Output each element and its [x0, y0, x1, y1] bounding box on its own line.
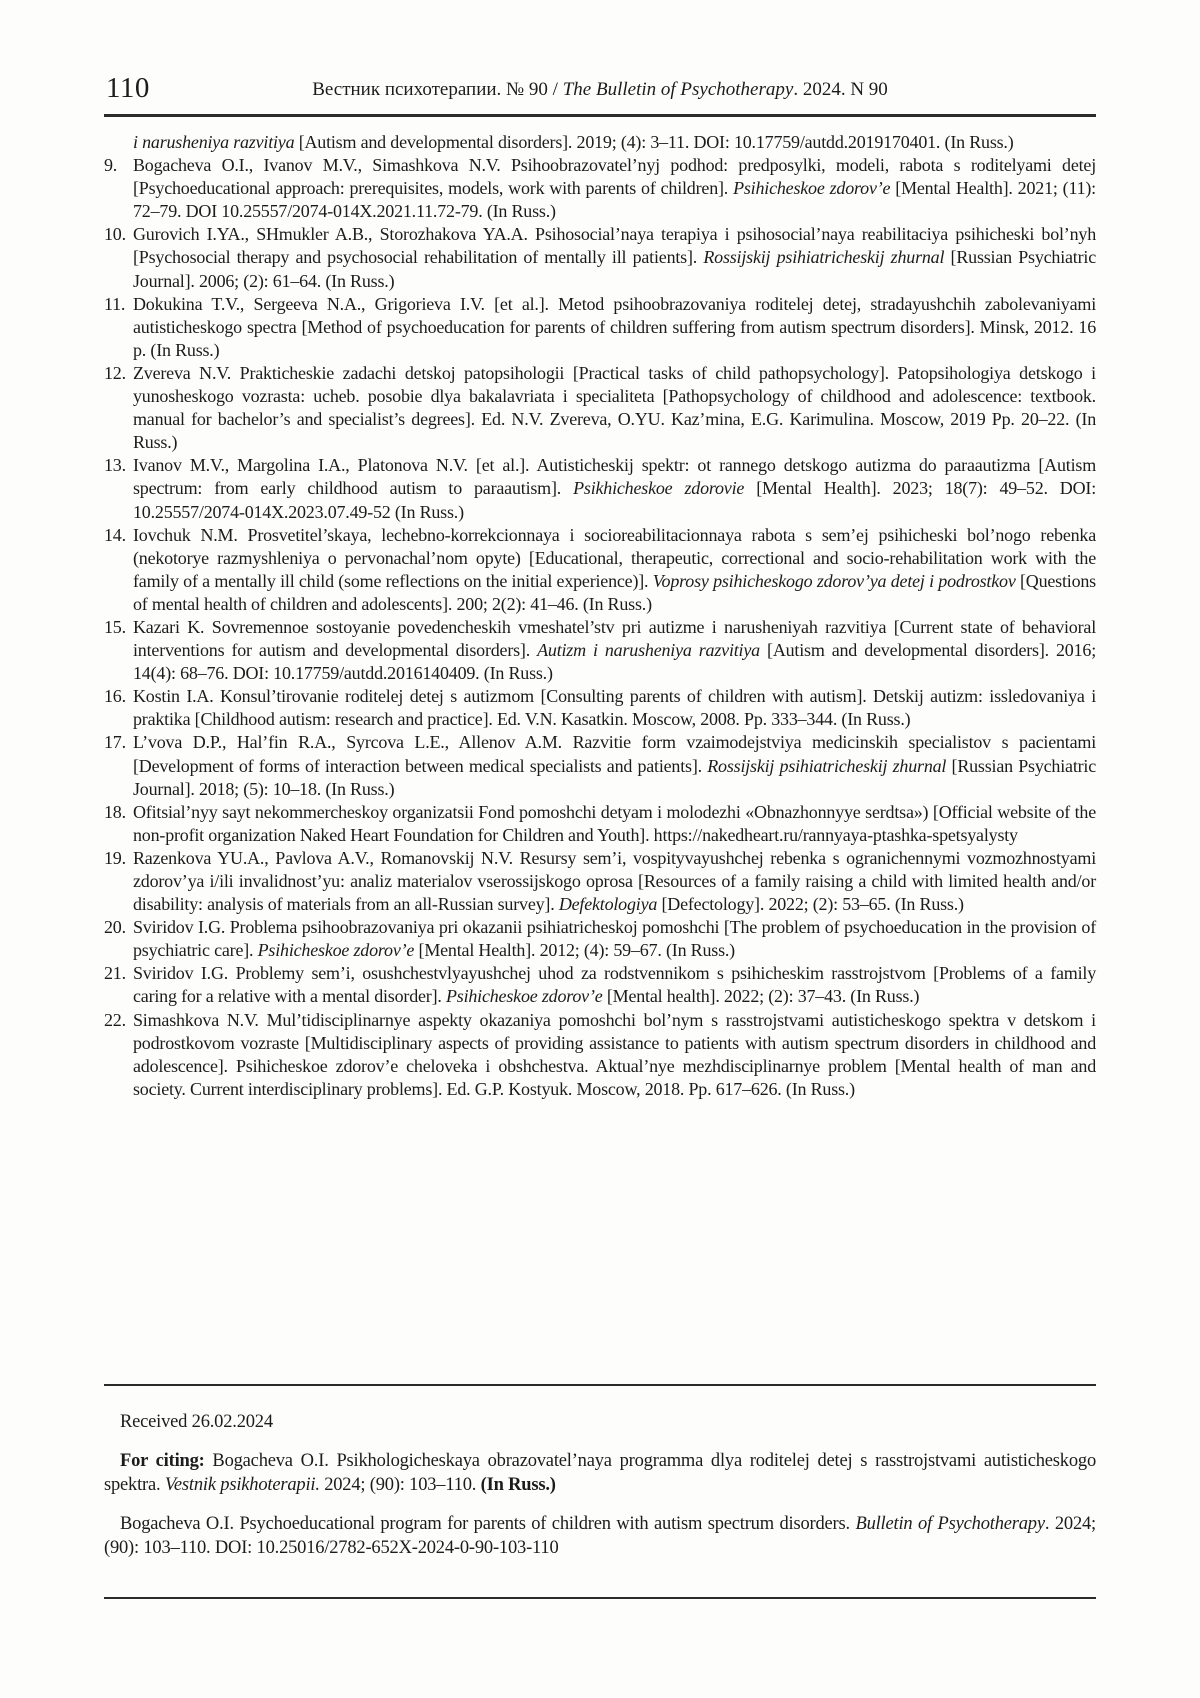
- text-segment: Defektologiya: [558, 894, 658, 915]
- text-segment: [Autism and developmental disorders]. 2019; (4): 3–11. DOI: 10.17759/autdd.2019170401. (In Russ.): [294, 132, 1014, 152]
- reference-item: [104, 223, 1096, 292]
- text-segment: Psihicheskoe zdorov’e: [733, 178, 891, 199]
- reference-text: [133, 294, 1096, 360]
- text-segment: [Mental health]. 2022; (2): 37–43. (In Russ.): [602, 986, 920, 1007]
- text-segment: Simashkova N.V. Mul’tidisciplinarnye aspekty okazaniya pomoshchi bol’nym s rasstrojstvami autisticheskogo spektra v detskom i podrostkovom vozraste [Multidisciplinary aspects of providing assistance to patients with autism spectrum disorders in childhood and adolescence]. Psihicheskoe zdorov’e cheloveka i obshchestva. Aktual’nye mezhdisciplinarnye problem [Mental health of man and society. Current interdisciplinary problems]. Ed. G.P. Kostyuk. Moscow, 2018. Pp. 617–626. (In Russ.): [133, 1009, 1096, 1099]
- reference-text: [133, 363, 1096, 452]
- reference-number: 11.: [104, 293, 126, 314]
- footer-top-rule: [104, 1384, 1096, 1386]
- header-rule: [104, 114, 1096, 117]
- reference-item: [104, 362, 1096, 454]
- reference-item: [104, 847, 1096, 916]
- text-segment: Gurovich I.YA., SHmukler A.B., Storozhakova YA.A. Psihosocial’naya terapiya i psihosocial’naya reabilitaciya psihicheski bol’nyh [Psychosocial therapy and psychosocial rehabilitation of mentally ill patients].: [133, 224, 1096, 268]
- reference-item: [104, 154, 1096, 223]
- text-segment: Вестник психотерапии. № 90 /: [312, 79, 563, 100]
- reference-item: [104, 801, 1096, 847]
- reference-item: [104, 454, 1096, 523]
- text-segment: Ofitsial’nyy sayt nekommercheskoy organizatsii Fond pomoshchi detyam i molodezhi «Obnazhonnyye serdtsa») [Official website of the non-profit organization Naked Heart Foundation for Children and Youth]. https://nakedheart.ru/rannyaya-ptashka-spetsyalysty: [133, 801, 1096, 845]
- text-segment: [Mental Health]. 2023; 18(7): 49–52. DOI: 10.25557/2074-014X.2023.07.49-52 (In Russ.): [133, 478, 1096, 522]
- reference-text: [133, 1010, 1096, 1099]
- text-segment: For citing:: [120, 1450, 205, 1471]
- text-segment: Voprosy psihicheskogo zdorov’ya detej i podrostkov: [652, 570, 1016, 591]
- text-segment: Ivanov M.V., Margolina I.A., Platonova N.V. [et al.]. Autisticheskij spektr: ot rannego detskogo autizma do paraautizma [Autism spectrum: from early childhood autism to paraautism].: [133, 455, 1096, 499]
- reference-text: [133, 455, 1096, 521]
- text-segment: Zvereva N.V. Prakticheskie zadachi detskoj patopsihologii [Practical tasks of child pathopsychology]. Patopsihologiya detskogo i yunosheskogo vozrasta: ucheb. posobie dlya bakalavriata i specialiteta [Pathopsychology of childhood and adolescence: textbook. manual for bachelor’s and specialist’s degrees]. Ed. N.V. Zvereva, O.YU. Kaz’mina, E.G. Karimulina. Moscow, 2019 Pp. 20–22. (In Russ.): [133, 362, 1096, 453]
- text-segment: Bogacheva O.I. Psychoeducational program for parents of children with autism spectrum disorders.: [120, 1513, 856, 1534]
- text-segment: [Mental Health]. 2012; (4): 59–67. (In Russ.): [414, 940, 735, 961]
- reference-text: [133, 802, 1096, 845]
- reference-text: [133, 686, 1096, 729]
- reference-number: 19.: [104, 847, 126, 868]
- reference-number: 10.: [104, 224, 126, 245]
- english-citation-paragraph: [104, 1512, 1096, 1561]
- text-segment: Iovchuk N.M. Prosvetitel’skaya, lechebno-korrekcionnaya i socioreabilitacionnaya rabota s sem’ej psihicheski bol’nogo rebenka (nekotorye razmyshleniya o pervonachal’nom opyte) [Educational, therapeutic, correctional and socio-rehabilitation work with the family of a mentally ill child (some reflections on the initial experience)].: [133, 524, 1096, 591]
- text-segment: Bogacheva O.I. Psikhologicheskaya obrazovatel’naya programma dlya roditelej detej s rasstrojstvami autisticheskogo spektra.: [104, 1450, 1096, 1495]
- reference-item: [104, 524, 1096, 616]
- reference-number: 18.: [104, 801, 126, 822]
- text-segment: Psihicheskoe zdorov’e: [257, 940, 415, 961]
- for-citing-paragraph: [104, 1449, 1096, 1498]
- reference-item: [104, 916, 1096, 962]
- text-segment: Sviridov I.G. Problemy sem’i, osushchestvlyayushchej uhod za rodstvennikom s psihicheskim rasstrojstvom [Problems of a family caring for a relative with a mental disorder].: [133, 963, 1096, 1007]
- text-segment: Rossijskij psihiatricheskij zhurnal: [703, 247, 945, 268]
- reference-text: [133, 848, 1096, 914]
- text-segment: The Bulletin of Psychotherapy: [562, 79, 794, 100]
- text-segment: 2024; (90): 103–110.: [319, 1475, 481, 1495]
- reference-list: [104, 131, 1096, 1101]
- reference-number: 14.: [104, 524, 126, 545]
- reference-item: [104, 962, 1096, 1008]
- text-segment: [Mental Health]. 2021; (11): 72–79. DOI 10.25557/2074-014X.2021.11.72-79. (In Russ.): [133, 178, 1096, 222]
- text-segment: Vestnik psikhoterapii.: [164, 1475, 320, 1495]
- text-segment: Psihicheskoe zdorov’e: [445, 986, 603, 1007]
- reference-item: [104, 685, 1096, 731]
- text-segment: Kazari K. Sovremennoe sostoyanie povedencheskih vmeshatel’stv pri autizme i narusheniyah razvitiya [Current state of behavioral interventions for autism and developmental disorders].: [133, 616, 1096, 661]
- text-segment: [Russian Psychiatric Journal]. 2018; (5): 10–18. (In Russ.): [133, 755, 1096, 799]
- text-segment: [Autism and developmental disorders]. 2016; 14(4): 68–76. DOI: 10.17759/autdd.2016140409. (In Russ.): [133, 640, 1097, 684]
- text-segment: . 2024; (90): 103–110. DOI: 10.25016/2782-652X-2024-0-90-103-110: [104, 1513, 1096, 1558]
- reference-number: 15.: [104, 616, 126, 637]
- text-segment: [Questions of mental health of children and adolescents]. 200; 2(2): 41–46. (In Russ.): [133, 570, 1096, 614]
- reference-text: [133, 525, 1096, 614]
- page-footer: [104, 1410, 1096, 1561]
- reference-text: [133, 132, 1014, 152]
- reference-number: 21.: [104, 963, 126, 984]
- journal-title-line: [104, 74, 1096, 106]
- reference-number: 17.: [104, 732, 126, 753]
- text-segment: Psikhicheskoe zdorovie: [573, 478, 745, 499]
- text-segment: Kostin I.A. Konsul’tirovanie roditelej detej s autizmom [Consulting parents of children with autism]. Detskij autizm: issledovaniya i praktika [Childhood autism: research and practice]. Ed. V.N. Kasatkin. Moscow, 2008. Pp. 333–344. (In Russ.): [133, 686, 1096, 730]
- reference-item: [104, 1009, 1096, 1101]
- reference-text: [133, 732, 1096, 798]
- reference-number: 12.: [104, 362, 126, 383]
- reference-text: [133, 917, 1096, 960]
- footer-bottom-rule: [104, 1597, 1096, 1599]
- text-segment: L’vova D.P., Hal’fin R.A., Syrcova L.E., Allenov A.M. Razvitie form vzaimodejstviya medicinskih specialistov s pacientami [Development of forms of interaction between medical specialists and patients].: [133, 732, 1096, 776]
- reference-item: [104, 731, 1096, 800]
- reference-number: 16.: [104, 686, 126, 707]
- text-segment: [Russian Psychiatric Journal]. 2006; (2): 61–64. (In Russ.): [133, 247, 1096, 291]
- text-segment: Sviridov I.G. Problema psihoobrazovaniya pri okazanii psihiatricheskoj pomoshchi [The problem of psychoeducation in the provision of psychiatric care].: [133, 917, 1096, 961]
- reference-text: [133, 155, 1096, 221]
- reference-number: 13.: [104, 455, 126, 476]
- reference-item: [104, 131, 1096, 154]
- text-segment: Rossijskij psihiatricheskij zhurnal: [707, 755, 947, 776]
- page-header: [104, 74, 1096, 106]
- received-date: Received 26.02.2024: [120, 1412, 273, 1432]
- reference-number: 9.: [104, 155, 118, 176]
- text-segment: Dokukina T.V., Sergeeva N.A., Grigorieva I.V. [et al.]. Metod psihoobrazovaniya roditelej detej, stradayushchih zabolevaniyami autisticheskogo spectra [Method of psychoeducation for parents of children suffering from autism spectrum disorders]. Minsk, 2012. 16 p. (In Russ.): [133, 293, 1096, 360]
- text-segment: (In Russ.): [480, 1475, 556, 1495]
- reference-text: [133, 617, 1096, 683]
- text-segment: Razenkova YU.A., Pavlova A.V., Romanovskij N.V. Resursy sem’i, vospityvayushchej rebenka s ogranichennymi vozmozhnostyami zdorov’ya i/ili invalidnost’yu: analiz materialov vserossijskogo oprosa [Resources of a family raising a child with limited health and/or disability: analysis of materials from an all-Russian survey].: [133, 847, 1096, 915]
- reference-number: 20.: [104, 917, 126, 938]
- reference-text: [133, 963, 1096, 1006]
- text-segment: . 2024. N 90: [793, 79, 888, 100]
- reference-item: [104, 616, 1096, 685]
- text-segment: Bogacheva O.I., Ivanov M.V., Simashkova N.V. Psihoobrazovatel’nyj podhod: predposylki, modeli, rabota s roditelyami detej [Psychoeducational approach: prerequisites, models, work with parents of children].: [133, 155, 1096, 199]
- reference-item: [104, 293, 1096, 362]
- text-segment: Autizm i narusheniya razvitiya: [537, 640, 760, 661]
- text-segment: Bulletin of Psychotherapy: [855, 1513, 1045, 1534]
- text-segment: [Defectology]. 2022; (2): 53–65. (In Russ.): [657, 894, 964, 915]
- reference-number: 22.: [104, 1009, 126, 1030]
- reference-text: [133, 224, 1096, 290]
- page-number: 110: [106, 72, 150, 104]
- text-segment: i narusheniya razvitiya: [133, 132, 295, 152]
